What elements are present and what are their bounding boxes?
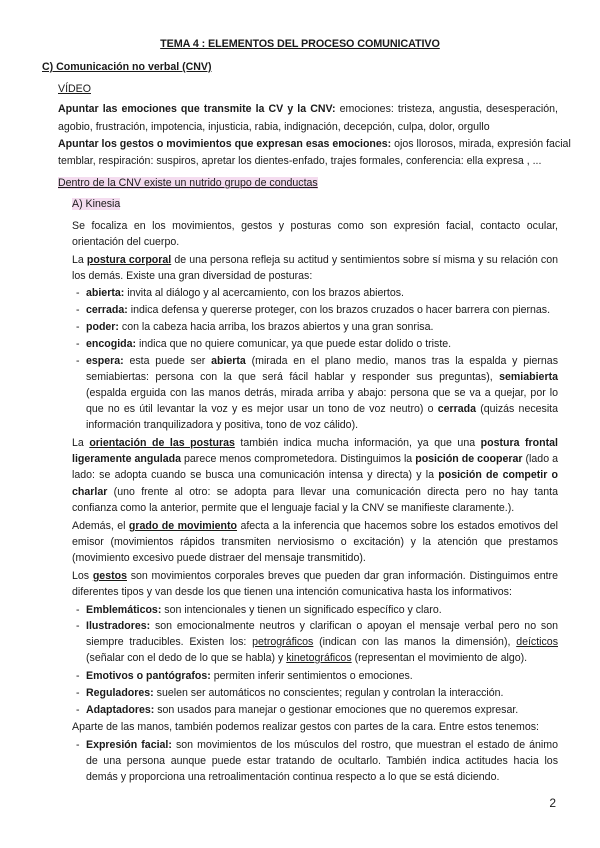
list-item: Emblemáticos: son intencionales y tienen un significado específico y claro. bbox=[86, 604, 442, 616]
list-item: Reguladores: suelen ser automáticos no conscientes; regulan y controlan la interacción. bbox=[86, 687, 504, 699]
bullet: - bbox=[76, 287, 80, 299]
list-item: Adaptadores: son usados para manejar o gestionar emociones que no queremos expresar. bbox=[86, 704, 519, 716]
paragraph-line: diferentes tipos y van desde los que tienen una intención comunicativa hasta los informativos: bbox=[72, 586, 512, 598]
list-item: encogida: indica que no quiere comunicar, ya que puede estar dolido o triste. bbox=[86, 338, 452, 350]
subheading: Dentro de la CNV existe un nutrido grupo de conductas bbox=[58, 177, 318, 189]
list-item-line: demás y proporciona una retroalimentación continua respecto a lo que se está diciendo. bbox=[86, 771, 500, 783]
bullet: - bbox=[76, 687, 80, 699]
bullet: - bbox=[76, 739, 80, 751]
list-item: abierta: invita al diálogo y al acercamiento, con los brazos abiertos. bbox=[86, 287, 404, 299]
paragraph-line: Aparte de las manos, también podemos realizar gestos con partes de la cara. Entre estos tenemos: bbox=[72, 721, 539, 733]
paragraph-line: La postura corporal de una persona refleja su actitud y sentimientos sobre sí misma y su relación con bbox=[72, 254, 558, 266]
list-item-line: siempre traducibles. Existen los: petrográficos (indican con las manos la dimensión), deícticos bbox=[86, 636, 558, 648]
list-item-line: de una persona aunque puede estar tratando de ocultarlo. También indica actitudes hacia los bbox=[86, 755, 558, 767]
list-item-line: (señalar con el dedo de lo que se habla) y kinetográficos (representan el movimiento de algo). bbox=[86, 652, 528, 664]
list-item: espera: esta puede ser abierta (mirada en el plano medio, manos tras la espalda y piernas bbox=[86, 355, 558, 367]
paragraph-line: Apuntar las emociones que transmite la CV y la CNV: emociones: tristeza, angustia, desesperación, bbox=[58, 103, 558, 115]
page-title: TEMA 4 : ELEMENTOS DEL PROCESO COMUNICATIVO bbox=[160, 38, 440, 50]
bullet: - bbox=[76, 355, 80, 367]
list-item: Ilustradores: son emocionalmente neutros y clarifican o apoyan el mensaje verbal pero no son bbox=[86, 620, 558, 632]
bullet: - bbox=[76, 304, 80, 316]
list-item-line: semiabiertas: persona con la que será fácil hablar y responder sus preguntas), semiabierta bbox=[86, 371, 558, 383]
list-item: cerrada: indica defensa y quererse proteger, con los brazos cruzados o hacer barrera con piernas. bbox=[86, 304, 551, 316]
bullet: - bbox=[76, 604, 80, 616]
paragraph-line: Además, el grado de movimiento afecta a la inferencia que hacemos sobre los estados emotivos del bbox=[72, 520, 558, 532]
kinesia-heading: A) Kinesia bbox=[72, 198, 121, 210]
page-number: 2 bbox=[549, 796, 556, 810]
list-item: poder: con la cabeza hacia arriba, los brazos abiertos y una gran sonrisa. bbox=[86, 321, 434, 333]
paragraph-line: lado: se adopta cuando se busca una comunicación intensa y directa) y la posición de competir o bbox=[72, 469, 558, 481]
section-heading: C) Comunicación no verbal (CNV) bbox=[42, 61, 212, 73]
bullet: - bbox=[76, 620, 80, 632]
paragraph-line: emisor (movimientos rápidos transmiten nerviosismo o excitación) y la atención que prestamos bbox=[72, 536, 558, 548]
paragraph-line: Se focaliza en los movimientos, gestos y posturas como son expresión facial, contacto ocular, bbox=[72, 220, 558, 232]
list-item-line: (espalda erguida con las manos detrás, mirada arriba y abajo: persona que se va a quejar, por lo bbox=[86, 387, 558, 399]
list-item: Expresión facial: son movimientos de los músculos del rostro, que muestran el estado de ánimo bbox=[86, 739, 559, 751]
list-item-line: información tranquilizadora y positiva, tono de voz cálido). bbox=[86, 419, 359, 431]
paragraph-line: orientación del cuerpo. bbox=[72, 236, 180, 248]
paragraph-line: confianza como la anterior, permite que el lenguaje facial y la CNV se manifieste claramente.). bbox=[72, 502, 515, 514]
bullet: - bbox=[76, 338, 80, 350]
paragraph-line: Los gestos son movimientos corporales breves que pueden dar gran información. Distinguimos entre bbox=[72, 570, 558, 582]
paragraph-line: ligeramente angulada parece menos comprometedora. Distinguimos la posición de cooperar (lado a bbox=[72, 453, 559, 465]
paragraph-line: charlar (uno frente al otro: se adopta para llevar una comunicación directa pero no hay tanta bbox=[72, 486, 558, 498]
bullet: - bbox=[76, 321, 80, 333]
list-item: Emotivos o pantógrafos: permiten inferir sentimientos o emociones. bbox=[86, 670, 413, 682]
paragraph-line: temblar, respiración: suspiros, apretar los dientes-enfado, trajes formales, conferencia: ella expresa , ... bbox=[58, 155, 542, 167]
bullet: - bbox=[76, 670, 80, 682]
paragraph-line: La orientación de las posturas también indica mucha información, ya que una postura frontal bbox=[72, 437, 558, 449]
paragraph-line: los demás. Existe una gran diversidad de posturas: bbox=[72, 270, 313, 282]
paragraph-line: agobio, frustración, impotencia, injusticia, rabia, indignación, decepción, culpa, dolor, orgullo bbox=[58, 121, 490, 133]
list-item-line: que no es útil levantar la voz y es mejor usar un tono de voz neutro) o cerrada (quizás necesita bbox=[86, 403, 559, 415]
video-heading: VÍDEO bbox=[58, 83, 91, 95]
paragraph-line: Apuntar los gestos o movimientos que expresan esas emociones: ojos llorosos, mirada, expresión facial bbox=[58, 138, 571, 150]
paragraph-line: (movimiento excesivo puede distraer del mensaje transmitido). bbox=[72, 552, 366, 564]
bullet: - bbox=[76, 704, 80, 716]
